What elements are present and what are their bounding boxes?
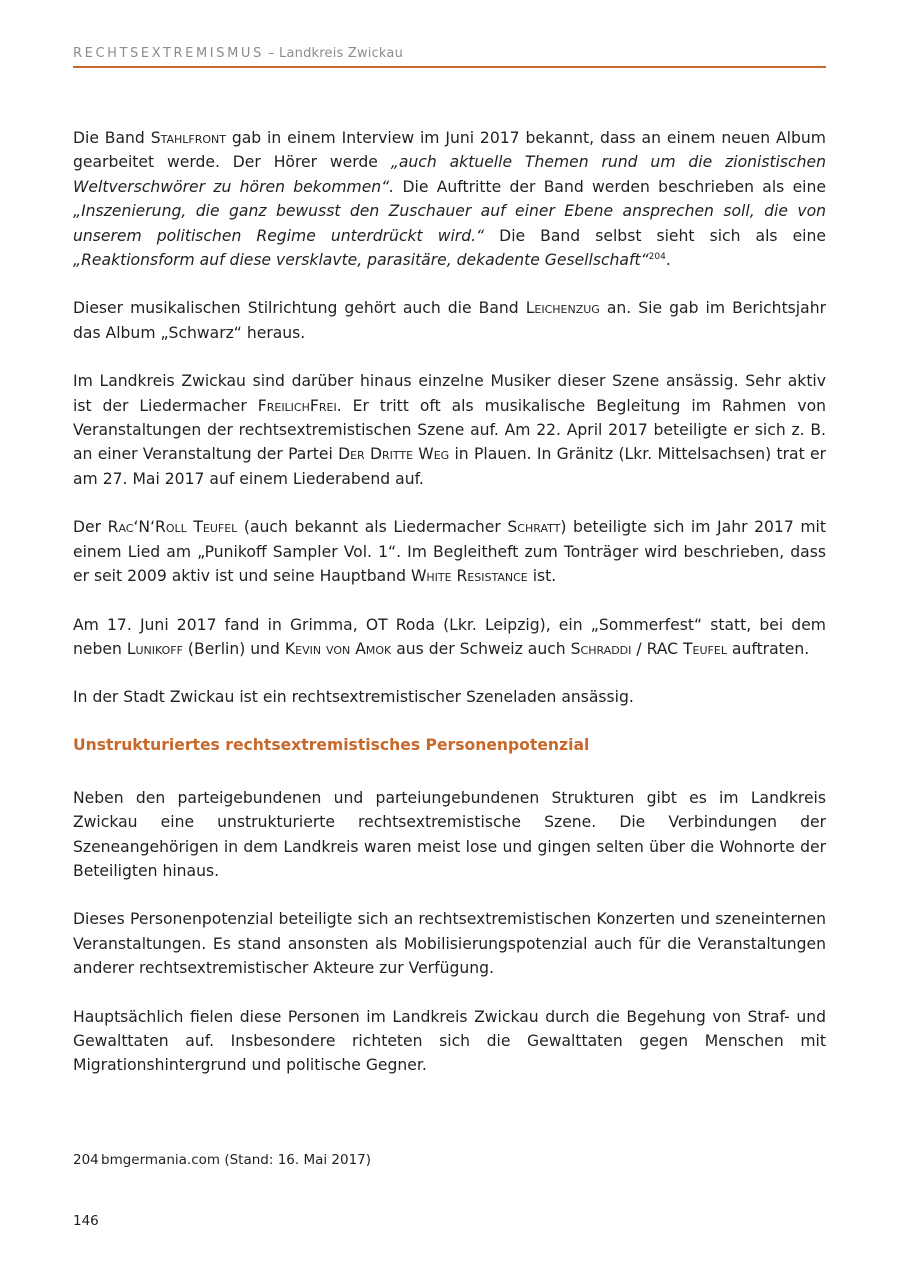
- header-section: RECHTSEXTREMISMUS: [73, 46, 264, 61]
- footnote: [73, 1152, 371, 1168]
- paragraph-teufel: Der Rac‘N‘Roll Teufel (auch bekannt als Liedermacher Schratt) beteiligte sich im Jahr 2017 mit einem Lied am „Punikoff Sampler Vol. 1“. Im Begleitheft zum Tonträger wird beschrieben, dass er seit 2009 aktiv ist und seine Hauptband White Resistance ist.: [73, 518, 826, 586]
- artist-name: Rac‘N‘Roll Teufel: [107, 518, 238, 537]
- header-subsection: – Landkreis Zwickau: [268, 46, 404, 61]
- band-name: Stahlfront: [150, 129, 226, 147]
- paragraph-musicians: Im Landkreis Zwickau sind darüber hinaus einzelne Musiker dieser Szene ansässig. Sehr aktiv ist der Liedermacher FreilichFrei. Er tritt oft als musikalische Begleitung im Rahmen von Veranstaltungen der rechtsextremistischen Szene auf. Am 22. April 2017 beteiligte er sich z. B. an einer Veranstaltung der Partei Der Dritte Weg in Plauen. In Gränitz (Lkr. Mittelsachsen) trat er am 27. Mai 2017 auf einem Liederabend auf.: [73, 372, 827, 488]
- party-name: Der Dritte Weg: [338, 445, 450, 464]
- paragraph-personenpotenzial: Dieses Personenpotenzial beteiligte sich an rechtsextremistischen Konzerten und szeneinternen Veranstaltungen. Es stand ansonsten als Mobilisierungspotenzial auch für die Veranstaltungen anderer rechtsextremistischer Akteure zur Verfügung.: [73, 910, 826, 978]
- section-heading: Unstrukturiertes rechtsextremistisches Personenpotenzial: [73, 735, 590, 754]
- quote: „Reaktionsform auf diese versklavte, parasitäre, dekadente Gesellschaft“: [73, 251, 649, 270]
- paragraph-unstructured-scene: Neben den parteigebundenen und parteiungebundenen Strukturen gibt es im Landkreis Zwickau eine unstrukturierte rechtsextremistische Szene. Die Verbindungen der Szeneangehörigen in dem Landkreis waren meist lose und gingen selten über die Wohnorte der Beteiligten hinaus.: [73, 788, 826, 880]
- page-number: 146: [73, 1213, 99, 1229]
- artist-name: FreilichFrei: [257, 396, 337, 415]
- paragraph-szeneladen: In der Stadt Zwickau ist ein rechtsextremistischer Szeneladen ansässig.: [73, 688, 634, 707]
- main-content: [73, 126, 826, 1102]
- band-name: Leichenzug: [525, 299, 600, 318]
- artist-name: Schratt: [507, 518, 561, 537]
- paragraph-gewalttaten: Hauptsächlich fielen diese Personen im Landkreis Zwickau durch die Begehung von Straf- und Gewalttaten auf. Insbesondere richteten sich die Gewalttaten gegen Menschen mit Migrationshintergrund und politische Gegner.: [73, 1007, 826, 1075]
- quote: „Inszenierung, die ganz bewusst den Zuschauer auf einer Ebene ansprechen soll, die von unserem politischen Regime unterdrückt wird.“: [73, 202, 826, 245]
- paragraph-stahlfront: Die Band Stahlfront gab in einem Interview im Juni 2017 bekannt, dass an einem neuen Album gearbeitet werde. Der Hörer werde „auch aktuelle Themen rund um die zionistischen Weltverschwörer zu hören bekommen“. Die Auftritte der Band werden beschrieben als eine „Inszenierung, die ganz bewusst den Zuschauer auf einer Ebene ansprechen soll, die von unserem politischen Regime unterdrückt wird.“ Die Band selbst sieht sich als eine „Reaktionsform auf diese versklavte, parasitäre, dekadente Gesellschaft“$^{204}$.: [73, 129, 826, 270]
- footnote-number: 204: [73, 1152, 99, 1168]
- header-title: [73, 46, 403, 61]
- artist-name: Kevin von Amok: [284, 639, 392, 658]
- band-name: White Resistance: [410, 567, 528, 586]
- artist-name: Lunikoff: [126, 639, 183, 658]
- quote: „auch aktuelle Themen rund um die zionistischen Weltverschwörer zu hören bekommen“.: [73, 153, 826, 196]
- footnote-reference: 204: [648, 252, 666, 263]
- paragraph-sommerfest: Am 17. Juni 2017 fand in Grimma, OT Roda (Lkr. Leipzig), ein „Sommerfest“ statt, bei dem neben Lunikoff (Berlin) und Kevin von Amok aus der Schweiz auch Schraddi / RAC Teufel auftraten.: [73, 615, 826, 658]
- footnote-text: bmgermania.com (Stand: 16. Mai 2017): [101, 1152, 372, 1168]
- artist-name: Teufel: [683, 639, 727, 658]
- running-header: [73, 44, 826, 68]
- artist-name: Schraddi: [570, 639, 632, 658]
- paragraph-leichenzug: Dieser musikalischen Stilrichtung gehört auch die Band Leichenzug an. Sie gab im Berichtsjahr das Album „Schwarz“ heraus.: [73, 299, 826, 342]
